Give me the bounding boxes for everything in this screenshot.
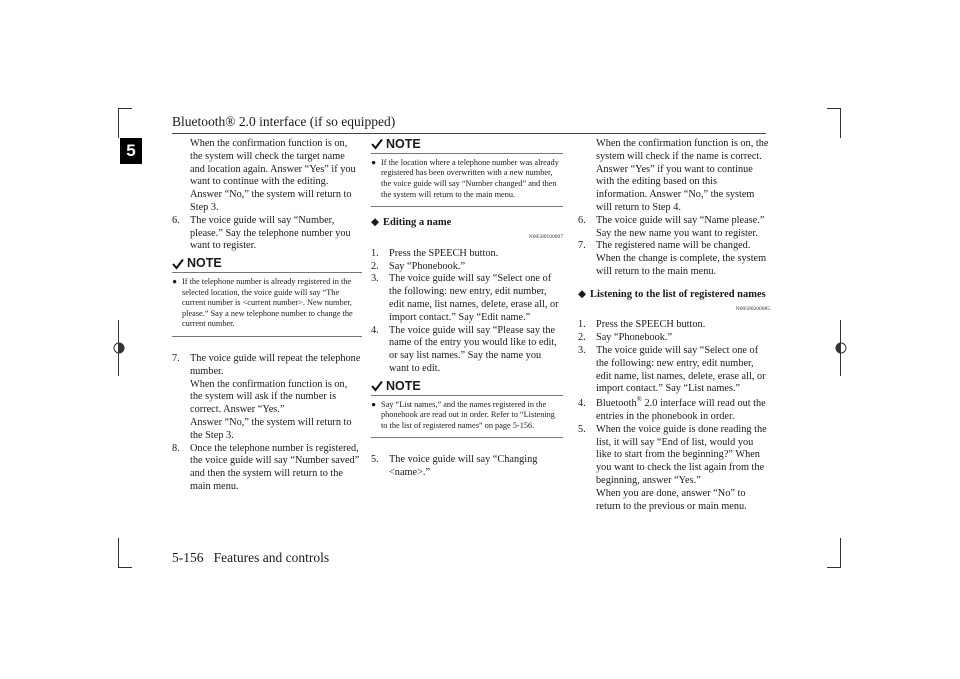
note-header [371, 380, 563, 396]
right-step-4 [578, 395, 770, 424]
note-title: NOTE [386, 378, 421, 393]
checkmark-icon [172, 258, 184, 270]
section-heading-text: Listening to the list of registered names [590, 288, 766, 300]
page-header-title: Bluetooth® 2.0 interface (if so equipped) [172, 114, 396, 129]
step-7-detail-2: Answer “No,” the system will return to the Step 3. [190, 416, 352, 441]
step-number: 2. [578, 332, 586, 344]
left-continuation-text-2: Answer “No,” the system will return to Step 3. [190, 189, 352, 213]
bullet-dot-icon: ● [172, 276, 178, 286]
registration-mark-left-icon [112, 341, 126, 355]
page-number: 5-156 [172, 550, 204, 565]
right-step-6 [578, 215, 770, 241]
diamond-bullet-icon: ◆ [371, 217, 380, 229]
step-text: When the voice guide is done reading the list, it will say “End of list, would you like to start from the beginning?” When you want to check the list again from the beginning, answer “Yes.” [596, 423, 767, 486]
step-number: 8. [172, 442, 180, 454]
section-heading-editing-a-name [371, 217, 563, 230]
footer-section-title: Features and controls [213, 550, 330, 565]
note-bullet [371, 158, 563, 200]
step-number: 4. [371, 324, 379, 336]
step-text: The voice guide will say “Name please.” Say the new name you want to register. [596, 214, 765, 239]
right-step-5 [578, 424, 770, 488]
step-7-detail: When the change is complete, the system will return to the main menu. [596, 253, 767, 277]
step-text: Press the SPEECH button. [389, 247, 499, 259]
reference-code: N00580100097 [528, 233, 563, 240]
step-number: 1. [371, 247, 379, 259]
step-text [596, 395, 770, 424]
middle-step-5 [371, 454, 563, 480]
middle-step-2 [371, 261, 563, 274]
bullet-dot-icon: ● [371, 399, 377, 409]
middle-step-1 [371, 248, 563, 261]
note-header [371, 138, 563, 154]
section-heading-text: Editing a name [383, 217, 452, 229]
left-step-7 [172, 353, 362, 379]
step-number: 5. [578, 423, 586, 435]
page-footer [172, 550, 329, 566]
checkmark-icon [371, 138, 383, 150]
right-step-1 [578, 319, 770, 332]
right-step-2 [578, 332, 770, 345]
step-text: The voice guide will say “Select one of the following: new entry, edit number, edit name, list names, delete, erase all, or import contact.” Say “Edit name.” [389, 273, 559, 323]
step-number: 6. [578, 214, 586, 226]
step-4-text-suffix: 2.0 interface will read out the entries in the phonebook in order. [596, 398, 766, 422]
registration-mark-right-icon [834, 341, 848, 355]
crop-mark-br-h [827, 567, 841, 568]
right-continuation-text: When the confirmation function is on, the system will check if the name is correct. Answer “Yes” if you want to continue with the editing based on this information. Answer “No,” the system will return to Step 4. [596, 138, 769, 213]
crop-mark-tr-v [840, 108, 841, 138]
note-header [172, 257, 362, 273]
step-text: The voice guide will say “Please say the name of the entry you would like to edit, or say list names.” Say the name you want to edit. [389, 324, 557, 374]
step-text: The voice guide will repeat the telephone number. [190, 352, 361, 377]
step-number: 4. [578, 398, 586, 410]
note-text: If the telephone number is already registered in the selected location, the voice guide will say “The current number is <current number>. New number, please.” Say a new telephone number to change the current number. [182, 276, 353, 329]
middle-step-4 [371, 325, 563, 376]
note-bullet [172, 277, 362, 330]
step-text: The voice guide will say “Changing <name>.” [389, 454, 538, 479]
step-text: The voice guide will say “Number, please.” Say the telephone number you want to register. [190, 214, 351, 252]
step-number: 3. [578, 344, 586, 356]
section-tab: 5 [120, 138, 142, 164]
header-rule [172, 133, 766, 134]
middle-column [371, 138, 563, 480]
section-heading-listening [578, 289, 770, 302]
left-note-box [172, 257, 362, 337]
note-title: NOTE [386, 137, 421, 151]
left-step-6 [172, 215, 362, 253]
left-continuation-text: When the confirmation function is on, the system will check the target name and location again. Answer “Yes” if you want to continue with the editing. [190, 138, 356, 188]
note-text: If the location where a telephone number was already registered has been overwritten with a new number, the voice guide will say “Number changed” and then the system will return to the main menu. [381, 157, 559, 199]
step-number: 7. [578, 240, 586, 252]
step-number: 3. [371, 273, 379, 285]
middle-note-box-2 [371, 380, 563, 439]
step-text: Say “Phonebook.” [389, 260, 466, 272]
step-5-detail: When you are done, answer “No” to return to the previous or main menu. [596, 487, 747, 512]
crop-mark-bl-h [118, 567, 132, 568]
step-text: Once the telephone number is registered, the voice guide will say “Number saved” and then the system will return to the main menu. [190, 442, 360, 492]
right-step-3 [578, 345, 770, 396]
bullet-dot-icon: ● [371, 157, 377, 167]
left-step-8 [172, 443, 362, 494]
middle-step-3 [371, 273, 563, 324]
step-text: Press the SPEECH button. [596, 319, 706, 331]
crop-mark-bl-v [118, 538, 119, 568]
diamond-bullet-icon: ◆ [578, 288, 587, 300]
note-title: NOTE [187, 256, 222, 271]
reference-code: N00580200085 [735, 305, 770, 312]
step-number: 6. [172, 214, 180, 226]
step-number: 1. [578, 319, 586, 331]
step-number: 2. [371, 260, 379, 272]
step-4-text-prefix: Bluetooth [596, 398, 637, 410]
crop-mark-br-v [840, 538, 841, 568]
step-number: 7. [172, 352, 180, 364]
right-step-7 [578, 240, 770, 253]
left-column [172, 138, 362, 494]
step-text: The voice guide will say “Select one of the following: new entry, edit number, edit name, list names, delete, erase all, or import contact.” Say “List names.” [596, 344, 766, 395]
crop-mark-tl-h [118, 108, 132, 109]
middle-note-box-1 [371, 138, 563, 207]
registered-mark: ® [636, 395, 642, 404]
crop-mark-tl-v [118, 108, 119, 138]
note-bullet [371, 400, 563, 432]
step-text: Say “Phonebook.” [596, 332, 673, 344]
checkmark-icon [371, 380, 383, 392]
step-text: The registered name will be changed. [596, 240, 751, 252]
note-text: Say “List names,” and the names registered in the phonebook are read out in order. Refer to “Listening to the list of registered names” on page 5-156. [381, 399, 555, 430]
right-column [578, 138, 770, 513]
step-number: 5. [371, 454, 379, 466]
crop-mark-tr-h [827, 108, 841, 109]
step-7-detail: When the confirmation function is on, the system will ask if the number is correct. Answer “Yes.” [190, 378, 348, 416]
